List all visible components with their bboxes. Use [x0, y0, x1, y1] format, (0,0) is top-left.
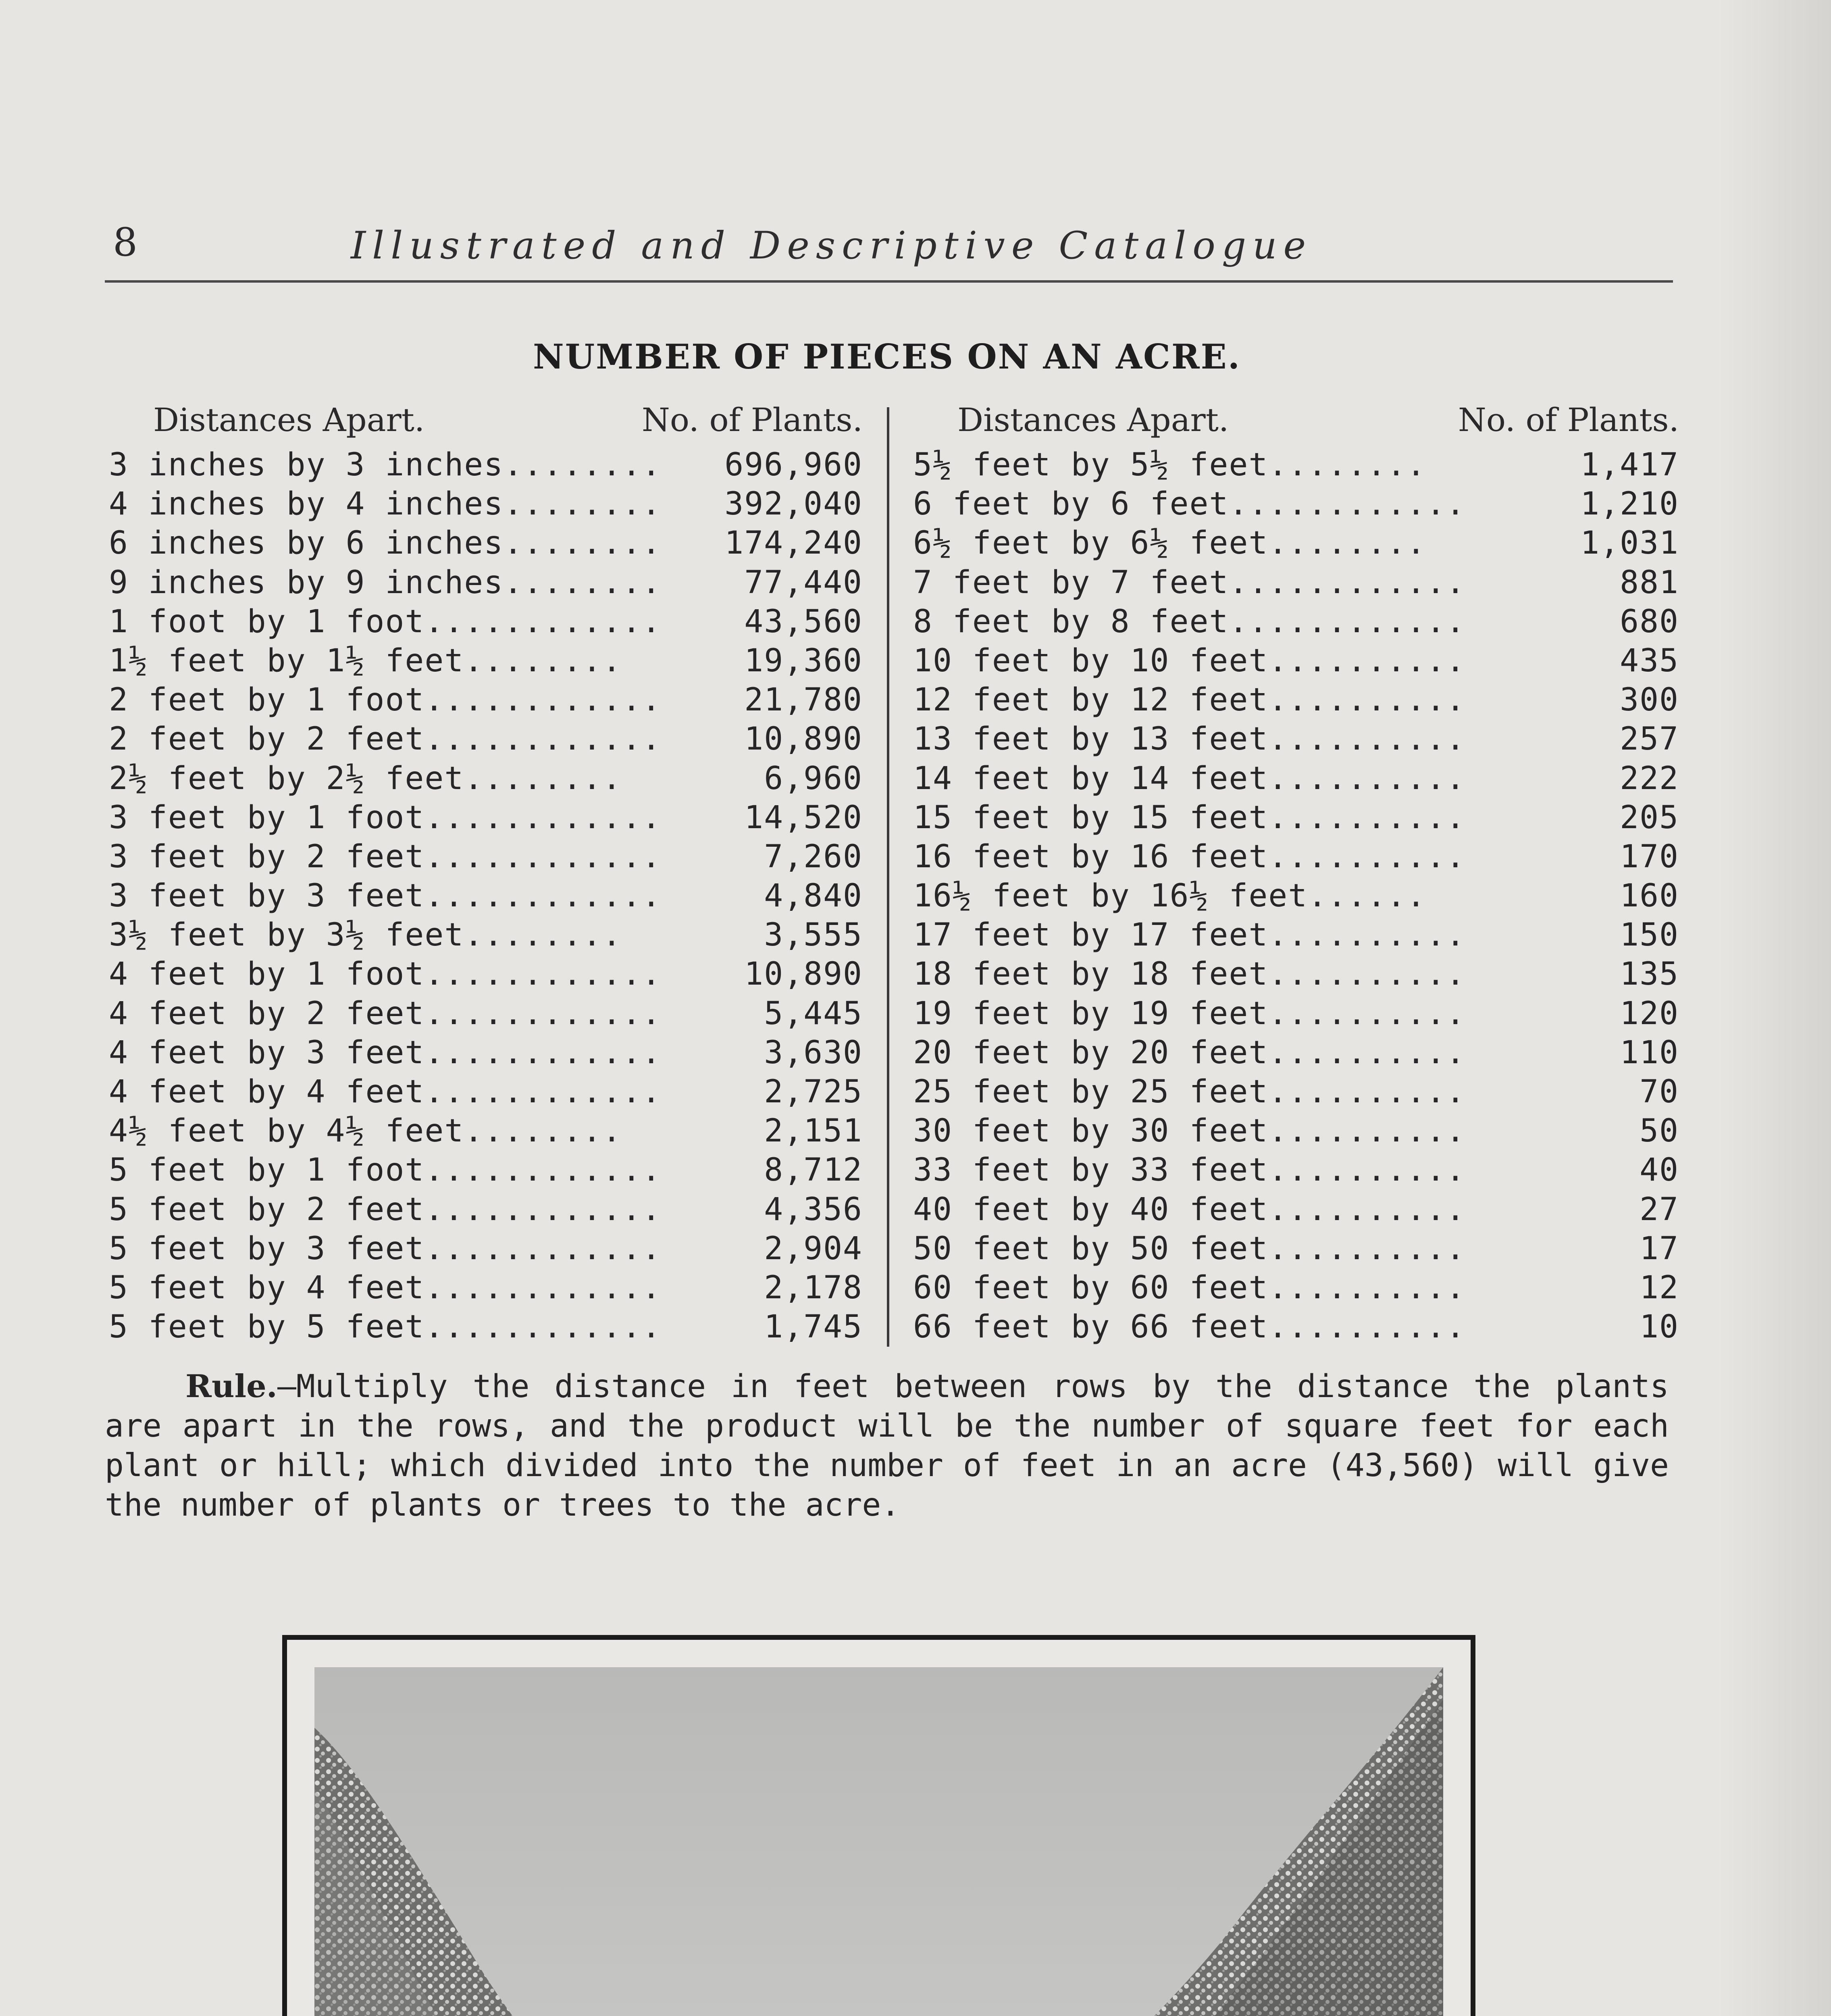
table-row [913, 1229, 1679, 1268]
table-row [109, 1190, 863, 1229]
row-plants: 680 [1620, 603, 1679, 640]
row-distance: 5 feet by 5 feet............ [109, 1309, 662, 1345]
row-plants: 2,725 [764, 1074, 863, 1110]
rule-label: Rule. [185, 1368, 277, 1405]
row-plants: 160 [1620, 878, 1679, 914]
table-row [109, 720, 863, 759]
table-row [913, 1033, 1679, 1073]
running-title: Illustrated and Descriptive Catalogue [351, 224, 1313, 268]
row-plants: 120 [1620, 995, 1679, 1032]
table-row [913, 1268, 1679, 1308]
table-row [913, 524, 1679, 563]
row-plants: 696,960 [724, 447, 863, 483]
row-plants: 14,520 [744, 799, 863, 836]
row-distance: 5½ feet by 5½ feet........ [913, 447, 1426, 483]
header-distance: Distances Apart. [153, 401, 425, 439]
table-row [109, 563, 863, 602]
row-plants: 21,780 [744, 682, 863, 719]
table-row [913, 720, 1679, 759]
row-distance: 40 feet by 40 feet.......... [913, 1191, 1466, 1228]
table-row [109, 1112, 863, 1151]
row-distance: 3 inches by 3 inches........ [109, 447, 662, 483]
row-distance: 3 feet by 3 feet............ [109, 878, 662, 914]
table-row [913, 1308, 1679, 1347]
table-row [109, 955, 863, 994]
row-plants: 27 [1640, 1191, 1679, 1228]
row-distance: 3 feet by 2 feet............ [109, 838, 662, 875]
row-plants: 222 [1620, 760, 1679, 797]
row-distance: 2 feet by 1 foot............ [109, 682, 662, 719]
right-column-header [913, 401, 1679, 446]
row-plants: 205 [1620, 799, 1679, 836]
row-distance: 30 feet by 30 feet.......... [913, 1113, 1466, 1150]
row-plants: 110 [1620, 1034, 1679, 1071]
table-row [913, 485, 1679, 524]
row-distance: 66 feet by 66 feet.......... [913, 1309, 1466, 1345]
row-plants: 135 [1620, 956, 1679, 993]
table-row [913, 994, 1679, 1033]
row-plants: 77,440 [744, 564, 863, 601]
table-row [109, 798, 863, 837]
row-distance: 6½ feet by 6½ feet........ [913, 525, 1426, 562]
left-rows [109, 446, 863, 1347]
table-row [109, 524, 863, 563]
table-row [913, 1112, 1679, 1151]
row-distance: 25 feet by 25 feet.......... [913, 1074, 1466, 1110]
row-distance: 6 feet by 6 feet............ [913, 486, 1466, 523]
row-plants: 7,260 [764, 838, 863, 875]
rule-paragraph [105, 1367, 1669, 1525]
row-plants: 12 [1640, 1269, 1679, 1306]
table-row [109, 994, 863, 1033]
table-row [913, 1151, 1679, 1190]
table-row [109, 759, 863, 798]
row-distance: 15 feet by 15 feet.......... [913, 799, 1466, 836]
table-row [913, 798, 1679, 837]
right-rows [913, 446, 1679, 1347]
rule-body: —Multiply the distance in feet between rows by the distance the plants are apart in the rows, and the product will be the number of square feet for each plant or hill; which divided into the number of feet in an acre (43,560) will give the number of plants or trees to the acre. [105, 1368, 1669, 1523]
table-row [109, 485, 863, 524]
row-plants: 50 [1640, 1113, 1679, 1150]
table-row [109, 1308, 863, 1347]
row-plants: 17 [1640, 1230, 1679, 1267]
table-row [109, 1229, 863, 1268]
row-plants: 43,560 [744, 603, 863, 640]
table-row [109, 602, 863, 641]
row-distance: 5 feet by 3 feet............ [109, 1230, 662, 1267]
row-distance: 4 feet by 4 feet............ [109, 1074, 662, 1110]
row-distance: 19 feet by 19 feet.......... [913, 995, 1466, 1032]
header-distance: Distances Apart. [957, 401, 1229, 439]
row-plants: 2,904 [764, 1230, 863, 1267]
table-right-column [913, 401, 1679, 1347]
row-distance: 5 feet by 2 feet............ [109, 1191, 662, 1228]
row-distance: 2 feet by 2 feet............ [109, 721, 662, 758]
header-plants: No. of Plants. [1458, 401, 1679, 439]
row-distance: 16 feet by 16 feet.......... [913, 838, 1466, 875]
table-row [913, 1190, 1679, 1229]
row-plants: 392,040 [724, 486, 863, 523]
row-plants: 5,445 [764, 995, 863, 1032]
row-plants: 4,840 [764, 878, 863, 914]
row-plants: 881 [1620, 564, 1679, 601]
row-plants: 10,890 [744, 956, 863, 993]
column-divider [887, 407, 889, 1347]
row-distance: 2½ feet by 2½ feet........ [109, 760, 622, 797]
row-distance: 4 inches by 4 inches........ [109, 486, 662, 523]
row-plants: 2,178 [764, 1269, 863, 1306]
table-row [109, 641, 863, 681]
row-plants: 6,960 [764, 760, 863, 797]
table-row [913, 563, 1679, 602]
header-rule [105, 280, 1673, 283]
row-distance: 4 feet by 2 feet............ [109, 995, 662, 1032]
row-plants: 174,240 [724, 525, 863, 562]
table-row [913, 641, 1679, 681]
row-plants: 1,210 [1580, 486, 1679, 523]
row-distance: 16½ feet by 16½ feet...... [913, 878, 1426, 914]
table-row [913, 955, 1679, 994]
row-plants: 257 [1620, 721, 1679, 758]
table-row [913, 681, 1679, 720]
table-row [109, 1073, 863, 1112]
table-row [913, 837, 1679, 877]
row-plants: 4,356 [764, 1191, 863, 1228]
row-distance: 4 feet by 1 foot............ [109, 956, 662, 993]
table-title: NUMBER OF PIECES ON AN ACRE. [533, 337, 1241, 377]
header-plants: No. of Plants. [641, 401, 863, 439]
row-distance: 4 feet by 3 feet............ [109, 1034, 662, 1071]
row-distance: 60 feet by 60 feet.......... [913, 1269, 1466, 1306]
row-distance: 5 feet by 1 foot............ [109, 1152, 662, 1189]
row-distance: 18 feet by 18 feet.......... [913, 956, 1466, 993]
row-plants: 1,031 [1580, 525, 1679, 562]
table-row [913, 759, 1679, 798]
row-distance: 33 feet by 33 feet.......... [913, 1152, 1466, 1189]
table-row [109, 1268, 863, 1308]
orchard-illustration [314, 1667, 1443, 2016]
row-plants: 150 [1620, 917, 1679, 954]
orchard-photo [314, 1667, 1443, 2016]
table-row [913, 877, 1679, 916]
page-edge-shadow [1718, 0, 1831, 2016]
table-row [913, 916, 1679, 955]
row-plants: 435 [1620, 642, 1679, 679]
row-distance: 9 inches by 9 inches........ [109, 564, 662, 601]
page-number: 8 [113, 220, 138, 265]
row-plants: 40 [1640, 1152, 1679, 1189]
row-plants: 1,417 [1580, 447, 1679, 483]
row-plants: 2,151 [764, 1113, 863, 1150]
table-row [109, 681, 863, 720]
table-row [913, 1073, 1679, 1112]
table-row [109, 837, 863, 877]
table-row [913, 602, 1679, 641]
row-plants: 170 [1620, 838, 1679, 875]
row-plants: 3,555 [764, 917, 863, 954]
table-row [913, 446, 1679, 485]
row-distance: 13 feet by 13 feet.......... [913, 721, 1466, 758]
row-distance: 4½ feet by 4½ feet........ [109, 1113, 622, 1150]
left-column-header [109, 401, 863, 446]
row-distance: 1½ feet by 1½ feet........ [109, 642, 622, 679]
row-plants: 10,890 [744, 721, 863, 758]
row-distance: 8 feet by 8 feet............ [913, 603, 1466, 640]
table-row [109, 877, 863, 916]
row-distance: 6 inches by 6 inches........ [109, 525, 662, 562]
table-row [109, 1033, 863, 1073]
row-distance: 5 feet by 4 feet............ [109, 1269, 662, 1306]
row-plants: 19,360 [744, 642, 863, 679]
table-row [109, 446, 863, 485]
table-row [109, 1151, 863, 1190]
row-distance: 50 feet by 50 feet.......... [913, 1230, 1466, 1267]
row-distance: 17 feet by 17 feet.......... [913, 917, 1466, 954]
photo-frame [282, 1635, 1475, 2016]
row-distance: 20 feet by 20 feet.......... [913, 1034, 1466, 1071]
row-plants: 70 [1640, 1074, 1679, 1110]
row-plants: 1,745 [764, 1309, 863, 1345]
row-distance: 10 feet by 10 feet.......... [913, 642, 1466, 679]
row-distance: 7 feet by 7 feet............ [913, 564, 1466, 601]
row-plants: 10 [1640, 1309, 1679, 1345]
row-distance: 3 feet by 1 foot............ [109, 799, 662, 836]
row-distance: 14 feet by 14 feet.......... [913, 760, 1466, 797]
row-plants: 8,712 [764, 1152, 863, 1189]
table-left-column [109, 401, 863, 1347]
row-plants: 300 [1620, 682, 1679, 719]
table-row [109, 916, 863, 955]
row-plants: 3,630 [764, 1034, 863, 1071]
row-distance: 12 feet by 12 feet.......... [913, 682, 1466, 719]
row-distance: 1 foot by 1 foot............ [109, 603, 662, 640]
row-distance: 3½ feet by 3½ feet........ [109, 917, 622, 954]
